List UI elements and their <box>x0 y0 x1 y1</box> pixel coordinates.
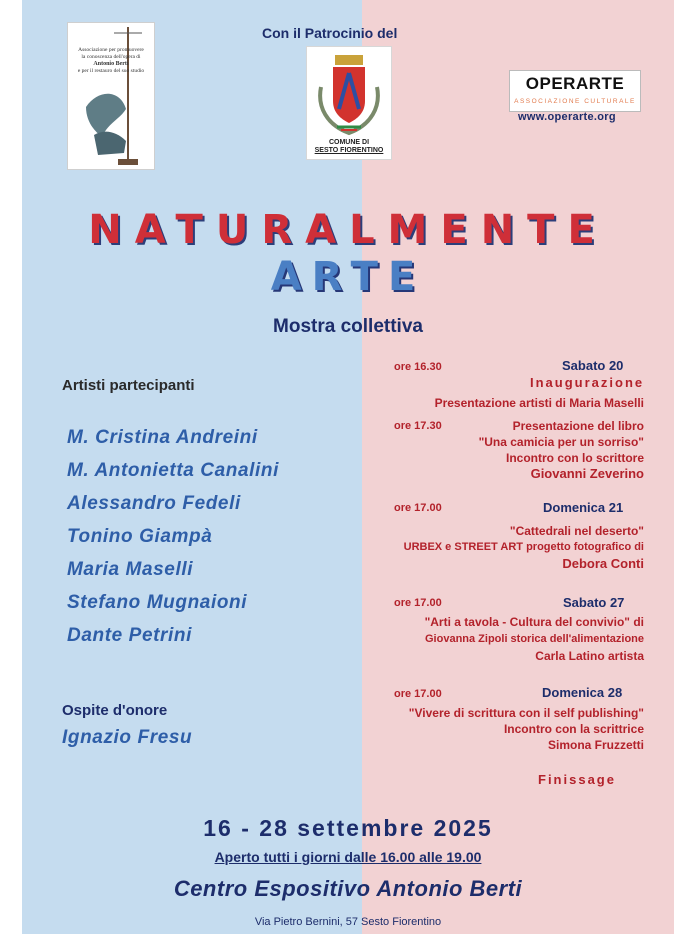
comune-line: SESTO FIORENTINO <box>314 147 384 154</box>
artist-name: Maria Maselli <box>67 559 194 580</box>
event-time: ore 17.00 <box>394 688 442 700</box>
operarte-url: www.operarte.org <box>518 111 616 123</box>
artist-name: Alessandro Fedeli <box>67 493 241 514</box>
artist-name: Dante Petrini <box>67 625 192 646</box>
event-line: "Vivere di scrittura con il self publishing" <box>408 706 644 720</box>
event-line: Giovanni Zeverino <box>530 466 644 481</box>
operarte-name: OPERARTE <box>525 74 625 93</box>
exhibition-dates: 16 - 28 settembre 2025 <box>203 815 493 841</box>
venue-name: Centro Espositivo Antonio Berti <box>173 876 523 901</box>
event-line: Simona Fruzzetti <box>547 738 644 752</box>
artists-heading: Artisti partecipanti <box>62 377 195 394</box>
event-line: "Arti a tavola - Cultura del convivio" di <box>424 615 644 629</box>
subtitle-mostra: Mostra collettiva <box>273 316 423 337</box>
event-day: Sabato 27 <box>563 595 625 610</box>
event-line: Incontro con la scrittrice <box>503 722 644 736</box>
berti-association-logo <box>67 22 155 170</box>
berti-logo-line: Antonio Berti <box>93 61 129 67</box>
operarte-subtitle: ASSOCIAZIONE CULTURALE <box>514 98 636 105</box>
event-time: ore 17.00 <box>394 502 442 514</box>
guest-heading: Ospite d'onore <box>62 702 168 719</box>
event-line: Debora Conti <box>562 556 644 571</box>
event-day: Domenica 21 <box>543 500 624 515</box>
event-line: Carla Latino artista <box>535 649 644 663</box>
comune-line: COMUNE DI <box>328 139 370 146</box>
comune-stemma-logo <box>306 46 392 160</box>
operarte-logo <box>509 70 641 112</box>
event-line: URBEX e STREET ART progetto fotografico di <box>403 541 644 553</box>
guest-name: Ignazio Fresu <box>62 727 193 748</box>
poster <box>22 0 674 934</box>
event-line: "Cattedrali nel deserto" <box>509 524 644 538</box>
venue-address: Via Pietro Bernini, 57 Sesto Fiorentino <box>254 916 442 928</box>
coat-of-arms-icon <box>307 47 391 139</box>
event-time: ore 16.30 <box>394 361 442 373</box>
inaugurazione-label: Inaugurazione <box>530 375 645 390</box>
patrocinio-label: Con il Patrocinio del <box>262 25 398 41</box>
event-time: ore 17.00 <box>394 597 442 609</box>
berti-logo-line: Associazione per promuovere <box>78 47 144 53</box>
comune-caption <box>307 139 391 155</box>
event-line: Incontro con lo scrittore <box>505 451 644 465</box>
berti-logo-line: e per il restauro del suo studio <box>77 68 145 74</box>
berti-logo-line: la conoscenza dell'opera di <box>81 54 141 60</box>
event-line: Giovanna Zipoli storica dell'alimentazione <box>425 633 644 645</box>
artist-name: M. Cristina Andreini <box>67 427 258 448</box>
finissage-label: Finissage <box>538 772 616 787</box>
berti-logo-text <box>72 47 150 75</box>
sculpture-icon <box>68 23 154 169</box>
title-naturalmente: NATURALMENTE <box>88 207 608 253</box>
event-line: "Una camicia per un sorriso" <box>478 435 644 449</box>
event-day: Sabato 20 <box>562 358 624 373</box>
artist-name: M. Antonietta Canalini <box>67 460 279 481</box>
artist-name: Tonino Giampà <box>67 526 213 547</box>
event-day: Domenica 28 <box>542 685 623 700</box>
artist-name: Stefano Mugnaioni <box>67 592 248 613</box>
event-time: ore 17.30 <box>394 420 442 432</box>
title-arte: ARTE <box>270 254 426 300</box>
opening-hours: Aperto tutti i giorni dalle 16.00 alle 19.00 <box>214 849 482 865</box>
event-line: Presentazione del libro <box>512 419 644 433</box>
event-line: Presentazione artisti di Maria Maselli <box>434 396 644 410</box>
